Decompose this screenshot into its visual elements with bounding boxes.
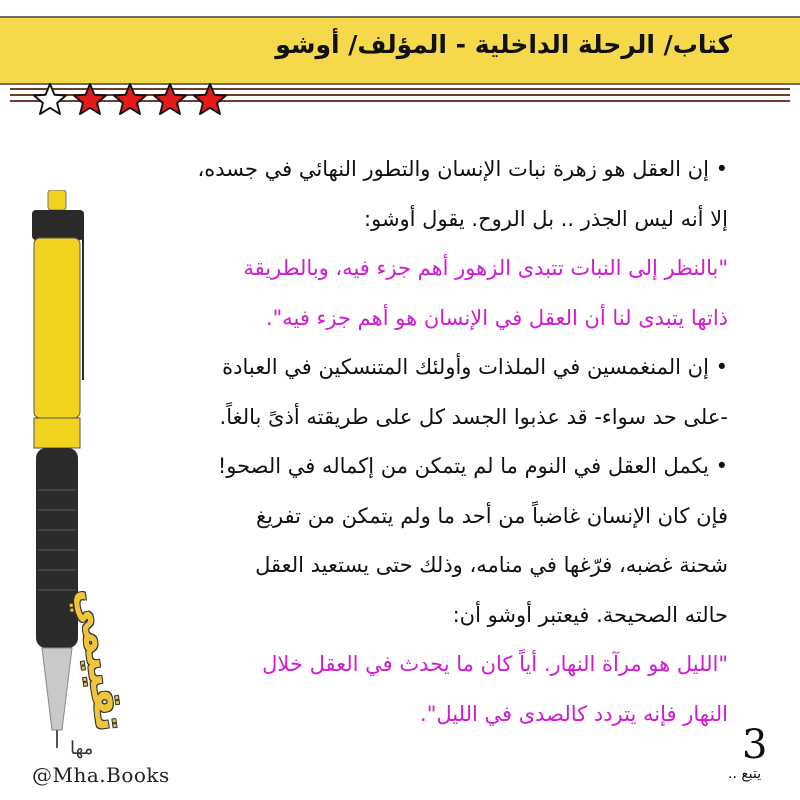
- star-filled-icon: [70, 82, 110, 116]
- page-title: كتاب/ الرحلة الداخلية - المؤلف/ أوشو: [275, 30, 732, 59]
- text-line: حالته الصحيحة. فيعتبر أوشو أن:: [452, 602, 728, 627]
- star-filled-icon: [150, 82, 190, 116]
- signature-name: مها: [70, 738, 94, 759]
- account-handle: @Mha.Books: [32, 763, 170, 787]
- text-line: • إن المنغمسين في الملذات وأولئك المتنسكين في العبادة: [222, 355, 728, 379]
- text-line: ذاتها يتبدى لنا أن العقل في الإنسان هو أهم جزء فيه".: [265, 305, 728, 330]
- review-text: [88, 144, 728, 738]
- text-line: النهار فإنه يتردد كالصدى في الليل".: [420, 701, 728, 726]
- text-line: • يكمل العقل في النوم ما لم يتمكن من إكماله في الصحو!: [217, 454, 728, 478]
- rating-stamp: تقييمي: [67, 585, 134, 734]
- text-line: "الليل هو مرآة النهار. أياً كان ما يحدث في العقل خلال: [262, 652, 728, 676]
- star-filled-icon: [190, 82, 230, 116]
- text-line: -على حد سواء- قد عذبوا الجسد كل على طريقته أذىً بالغاً.: [219, 404, 728, 429]
- text-line: إلا أنه ليس الجذر .. بل الروح. يقول أوشو:: [364, 206, 728, 231]
- star-filled-icon: [110, 82, 150, 116]
- text-line: فإن كان الإنسان غاضباً من أحد ما ولم يتمكن من تفريغ: [255, 503, 728, 528]
- star-empty-icon: [30, 82, 70, 116]
- text-line: شحنة غضبه، فرّغها في منامه، وذلك حتى يستعيد العقل: [255, 553, 728, 577]
- continue-label: يتبع ..: [728, 766, 762, 782]
- text-line: "بالنظر إلى النبات تتبدى الزهور أهم جزء فيه، وبالطريقة: [243, 256, 728, 280]
- page-number: 3: [742, 722, 768, 768]
- star-rating: [30, 82, 230, 116]
- text-line: • إن العقل هو زهرة نبات الإنسان والتطور النهائي في جسده،: [197, 157, 728, 181]
